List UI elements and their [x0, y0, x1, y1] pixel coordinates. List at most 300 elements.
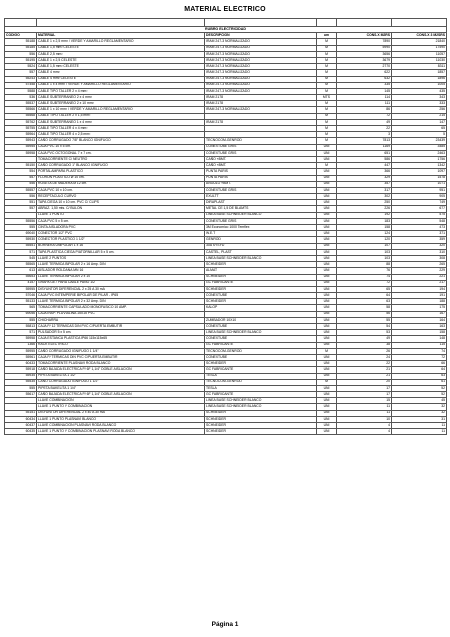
cell-cons-m2: 22 [337, 361, 392, 367]
cell-material: CAÑO CORRUGADO IGNIFUGO 1 1/4" [37, 348, 205, 354]
cell-description: DIRAPLAST [205, 200, 317, 206]
cell-material: TOMACORRIENTE CAPSULADO MONOFASICO 10 AMP. [37, 305, 205, 311]
cell-unit: UNI [317, 416, 337, 422]
cell-material: CONECTOR 1/2" PVC [37, 231, 205, 237]
cell-code: 571 [5, 249, 37, 255]
cell-cons-m2: 63 [337, 299, 392, 305]
cell-unit: M [317, 348, 337, 354]
cell-description: IRAM 247-3 NORMALIZADO [205, 76, 317, 82]
cell-code: 555 [5, 385, 37, 391]
cell-unit: UNI [317, 150, 337, 156]
cell-cons-3m2: 52 [392, 385, 447, 391]
cell-material: CABLE 1 x 10 mm² / VERDE Y AMARILLO REGLAMENTARIO [37, 107, 205, 113]
cell-material: RACK ELECTRICO [37, 342, 205, 348]
cell-cons-3m2: 11030 [392, 57, 447, 63]
section-title: RUBRO ELECTRICIDAD [5, 27, 447, 33]
cell-description: IRAM 247-3 NORMALIZADO [205, 82, 317, 88]
header-cons-m2: CONS.X M2RS [337, 33, 392, 39]
cell-cons-m2: 250 [337, 200, 392, 206]
cell-material: CABLE TIPO TALLER 4 x 4 mm² [37, 126, 205, 132]
cell-cons-3m2: 371 [392, 231, 447, 237]
cell-cons-m2: 49 [337, 119, 392, 125]
cell-code: 554 [5, 169, 37, 175]
cell-unit: UNI [317, 305, 337, 311]
cell-cons-m2: 632 [337, 76, 392, 82]
cell-code: 57046 [5, 293, 37, 299]
cell-material: DISYUNTOR DIFERENCIAL 2 x 25 A 30 mA [37, 286, 205, 292]
cell-cons-3m2: 175 [392, 305, 447, 311]
cell-description: GC FABRICANTE [205, 342, 317, 348]
cell-cons-m2: 651 [337, 150, 392, 156]
cell-cons-m2: 17 [337, 392, 392, 398]
cell-material: LLAVE 1 PUNTO PLASNAVI BLANCO [37, 416, 205, 422]
cell-cons-m2: 22 [337, 126, 392, 132]
cell-code: 4157 [5, 280, 37, 286]
cell-cons-3m2: 65 [392, 126, 447, 132]
cell-material: CAÑO CORRUGADO 7/8" BLANCO IGNIFUGO [37, 138, 205, 144]
cell-material: RECEPTACULO CURVO [37, 194, 205, 200]
cell-cons-3m2: 3485 [392, 144, 447, 150]
cell-cons-3m2: 167 [392, 311, 447, 317]
cell-material: PULSADOR 5 x 5 cm. [37, 330, 205, 336]
cell-code: 55943 [5, 138, 37, 144]
cell-code: 557 [5, 175, 37, 181]
cell-cons-m2: 53 [337, 330, 392, 336]
cell-cons-3m2: 72 [392, 354, 447, 360]
cell-unit: UNI [317, 286, 337, 292]
cell-unit: UNI [317, 398, 337, 404]
cell-code: 556 [5, 194, 37, 200]
cell-description: PUNTA PARIS [205, 175, 317, 181]
cell-code: 557 [5, 70, 37, 76]
cell-cons-m2: 335 [337, 82, 392, 88]
cell-cons-3m2: 256 [392, 107, 447, 113]
cell-code: 55930 [5, 237, 37, 243]
cell-cons-3m2: 905 [392, 194, 447, 200]
cell-unit: UNI [317, 144, 337, 150]
cell-cons-3m2: 1071 [392, 181, 447, 187]
cell-unit: MTS [317, 95, 337, 101]
cell-cons-m2: 329 [337, 175, 392, 181]
cell-material: CONECTOR PLASTICO 1 1/2" [37, 237, 205, 243]
cell-cons-3m2: 66 [392, 361, 447, 367]
cell-material: CABLE 4 mm² [37, 70, 205, 76]
cell-code: 545 [5, 255, 37, 261]
cell-material: TAPA PLASTICA CIEGA P/ATORNILLAR 5 x 5 cm. [37, 249, 205, 255]
cell-material: LLAVE 1 PUNTO Y COMBINACION PLASNAVI RODA BLANCO [37, 429, 205, 435]
cell-material: CAJA P/ 12 TERMICAS DIN PVC C/PUERTA EMBUTIR [37, 324, 205, 330]
cell-description: IRAM 2178 [205, 101, 317, 107]
cell-unit: UNI [317, 354, 337, 360]
cell-material: CAJA PVC 5 x 5 cm. [37, 218, 205, 224]
cell-code: 55243 [5, 76, 37, 82]
cell-code: 55188 [5, 39, 37, 45]
cell-unit: UNI [317, 200, 337, 206]
cell-cons-m2: 54 [337, 324, 392, 330]
cell-unit: UNI [317, 274, 337, 280]
cell-cons-m2: 86 [337, 107, 392, 113]
cell-material: CAJA PVC 10 x 5 cm. [37, 144, 205, 150]
cell-unit: UNI [317, 243, 337, 249]
cell-cons-m2: 4 [337, 423, 392, 429]
cell-unit: M [317, 39, 337, 45]
cell-description: LINEA BASE SCHNEIDER BLANCO [205, 404, 317, 410]
material-sheet [4, 18, 446, 435]
cell-code: 557 [5, 206, 37, 212]
cell-code: 55150 [5, 163, 37, 169]
cell-unit: UNI [317, 293, 337, 299]
cell-unit: UNI [317, 212, 337, 218]
cell-cons-3m2: 147 [392, 119, 447, 125]
cell-code: 69040 [5, 231, 37, 237]
header-descripcion: DESCRIPCION [205, 33, 317, 39]
cell-cons-m2: 15 [337, 398, 392, 404]
cell-description: IRAM 247-3 NORMALIZADO [205, 45, 317, 51]
header-codigo: CODIGO [5, 33, 37, 39]
cell-cons-m2: 226 [337, 206, 392, 212]
cell-cons-m2: 64 [337, 293, 392, 299]
cell-material: CAÑO BAJADA ELECTRICA P/ 6F 1,1/4" DOBLE AISLACION [37, 392, 205, 398]
cell-cons-m2: 120 [337, 237, 392, 243]
cell-code: 55955 [5, 144, 37, 150]
cell-code: 556 [5, 51, 37, 57]
cell-unit: UNI [317, 262, 337, 268]
cell-description: EXULTT [205, 194, 317, 200]
cell-unit: M [317, 138, 337, 144]
cell-cons-3m2: 32 [392, 410, 447, 416]
cell-cons-m2: 17 [337, 385, 392, 391]
cell-cons-m2: 56 [337, 311, 392, 317]
cell-unit: UNI [317, 187, 337, 193]
cell-cons-m2: 158 [337, 225, 392, 231]
cell-cons-3m2: 1342 [392, 163, 447, 169]
cell-material: CABLE 1 x 4 mm² / VERDE Y AMARILLO REGLAMENTARIO [37, 82, 205, 88]
cell-cons-3m2: 229 [392, 268, 447, 274]
cell-code: 55955 [5, 348, 37, 354]
cell-cons-3m2: 191 [392, 293, 447, 299]
cell-unit: M [317, 132, 337, 138]
cell-cons-m2: 7890 [337, 39, 392, 45]
cell-code: 60433 [5, 361, 37, 367]
cell-unit: M [317, 107, 337, 113]
cell-description: TECNOCOM-GENROD [205, 348, 317, 354]
cell-cons-m2: 72 [337, 280, 392, 286]
cell-cons-3m2: 215 [392, 113, 447, 119]
cell-unit: M [317, 51, 337, 57]
cell-code: 551 [5, 200, 37, 206]
cell-material: CINTA AISLADORA PVC [37, 225, 205, 231]
cell-description: TECNOCOM-GENROD [205, 138, 317, 144]
cell-cons-m2: 11 [337, 410, 392, 416]
cell-material: TOMACORRIENTE C/ NEUTRO [37, 156, 205, 162]
cell-code: 55617 [5, 392, 37, 398]
cell-material: PORTALAMPARA PLASTICO [37, 169, 205, 175]
cell-description: IRAM 2178 [205, 95, 317, 101]
cell-material: ROSETA DE MADERA Ø 12 cm. [37, 181, 205, 187]
cell-code: 55556 [5, 218, 37, 224]
cell-cons-3m2: 1756 [392, 156, 447, 162]
cell-cons-3m2: 221 [392, 274, 447, 280]
cell-code: 55133 [5, 299, 37, 305]
cell-cons-3m2: 359 [392, 237, 447, 243]
cell-code: 55918 [5, 367, 37, 373]
cell-code: 69056 [5, 311, 37, 317]
cell-cons-3m2: 265 [392, 262, 447, 268]
cell-cons-3m2: 677 [392, 206, 447, 212]
cell-material: CABLE SUBTERRANEO 2 x 4 mm² [37, 95, 205, 101]
cell-cons-m2: 124 [337, 231, 392, 237]
cell-unit: UNI [317, 404, 337, 410]
cell-material: FLORON PLASTICO Ø 10 cm. [37, 175, 205, 181]
cell-cons-3m2: 164 [392, 317, 447, 323]
cell-unit: UNI [317, 206, 337, 212]
cell-description: TESLA [205, 385, 317, 391]
cell-unit: UNI [317, 317, 337, 323]
cell-cons-m2: 111 [337, 101, 392, 107]
cell-description: SCHNEIDER [205, 410, 317, 416]
cell-unit: UNI [317, 311, 337, 317]
cell-material: GRAPA GE7 PARA CABLE PAÑO 1/2 [37, 280, 205, 286]
cell-unit: UNI [317, 249, 337, 255]
cell-description: SCHNEIDER [205, 429, 317, 435]
cell-material: CAJA INSP. PLUVIALINA 15X15 PVC [37, 311, 205, 317]
cell-code: 5588 [5, 88, 37, 94]
cell-code: 55964 [5, 132, 37, 138]
cell-code: 60435 [5, 429, 37, 435]
cell-description: CONEXTUBE [205, 354, 317, 360]
cell-material: CABLE 1,5 mm² CELESTE [37, 64, 205, 70]
cell-description: W.E.T [205, 231, 317, 237]
cell-code: 55195 [5, 57, 37, 63]
cell-material: CABLE 1 x 2,5 CELESTE [37, 57, 205, 63]
cell-unit: M [317, 88, 337, 94]
cell-material: CAJA PVC OCTOGONAL 7 x 7 cm. [37, 150, 205, 156]
cell-code: 55762 [5, 119, 37, 125]
cell-description: IRAM 2178 [205, 119, 317, 125]
cell-material: LLAVE COMBINACION PLASNAVI RODA BLANCO [37, 423, 205, 429]
cell-description: METAL CE 1,5 DE BLAMTS [205, 206, 317, 212]
cell-unit: UNI [317, 175, 337, 181]
cell-cons-3m2: 310 [392, 249, 447, 255]
cell-cons-3m2: 11 [392, 423, 447, 429]
cell-description: SCHNEIDER [205, 262, 317, 268]
cell-code: 55537 [5, 101, 37, 107]
cell-cons-m2: 7813 [337, 138, 392, 144]
cell-cons-3m2: 5 [392, 132, 447, 138]
cell-code: 60437 [5, 423, 37, 429]
cell-description: LINEA BASE SCHNEIDER BLANCO [205, 330, 317, 336]
cell-cons-m2: 317 [337, 187, 392, 193]
cell-unit: UNI [317, 237, 337, 243]
cell-code: 55565 [5, 262, 37, 268]
cell-unit: M [317, 101, 337, 107]
cell-cons-m2: 4 [337, 429, 392, 435]
cell-description: IRAM 247-3 NORMALIZADO [205, 107, 317, 113]
cell-cons-3m2: 435 [392, 88, 447, 94]
cell-unit: UNI [317, 181, 337, 187]
cell-description: CONEXTUBE [205, 324, 317, 330]
cell-cons-3m2: 473 [392, 225, 447, 231]
cell-code: 55551 [5, 243, 37, 249]
cell-material: LLAVE TERMICA BIPOLAR 2 x 16 Amp. DIN [37, 262, 205, 268]
cell-description: SCHNEIDER [205, 274, 317, 280]
cell-cons-m2: 103 [337, 255, 392, 261]
cell-code: 571 [5, 330, 37, 336]
cell-cons-m2: 55 [337, 317, 392, 323]
cell-cons-m2: 357 [337, 181, 392, 187]
cell-material: CABLE 4 mm² CELESTE [37, 76, 205, 82]
cell-description: ANGULO «BMT. [205, 181, 317, 187]
cell-unit: M [317, 70, 337, 76]
cell-unit: M [317, 82, 337, 88]
header-um: um [317, 33, 337, 39]
cell-cons-3m2: 64 [392, 367, 447, 373]
cell-description: TECNOCOM-GENROD [205, 379, 317, 385]
cell-cons-m2: 11 [337, 404, 392, 410]
cell-unit: UNI [317, 373, 337, 379]
cell-cons-3m2: 11057 [392, 51, 447, 57]
cell-unit: M [317, 64, 337, 70]
cell-description: SCHNEIDER [205, 416, 317, 422]
cell-cons-3m2: 17590 [392, 45, 447, 51]
cell-description: PUNTA PARIS [205, 169, 317, 175]
cell-description: GC FABRICANTE [205, 367, 317, 373]
cell-cons-m2: 10 [337, 416, 392, 422]
cell-description: SCHNEIDER [205, 286, 317, 292]
cell-material: LLAVE 2 PUNTOS [37, 255, 205, 261]
cell-code: 55755 [5, 126, 37, 132]
cell-description: CONEXTUBE GRIS [205, 150, 317, 156]
cell-material: CABLE 1 x 2,5 mm² / VERDE Y AMARILLO REGLAMENTARIO [37, 39, 205, 45]
cell-material: CAÑO CORRUGADO IGNIFUGO 1 1/2" [37, 379, 205, 385]
cell-cons-m2: 20 [337, 379, 392, 385]
cell-material: CAJA PVC 10 x 10 cm. [37, 187, 205, 193]
page-title: MATERIAL ELECTRICO [184, 6, 266, 13]
cell-material: CABLE TIPO TALLER 2 x 1,5 mm² [37, 113, 205, 119]
cell-cons-3m2: 23439 [392, 138, 447, 144]
cell-unit: UNI [317, 255, 337, 261]
cell-unit: UNI [317, 385, 337, 391]
cell-cons-m2: 145 [337, 88, 392, 94]
cell-unit: UNI [317, 410, 337, 416]
blank-row [5, 19, 447, 27]
cell-material: CABLE SUBTERRANEO 1 x 4 mm² [37, 119, 205, 125]
cell-description: GC FABRICANTE [205, 392, 317, 398]
cell-code: 5524 [5, 64, 37, 70]
cell-material: CAJA ESTANCA PLASTICA IP66 115x115x65 [37, 336, 205, 342]
cell-material: CAJA P/ TERMICAS DIN PVC C/PUERTA EMBUTIR [37, 354, 205, 360]
cell-description: CAÑO «BMT. [205, 156, 317, 162]
cell-cons-3m2: 548 [392, 218, 447, 224]
cell-unit: UNI [317, 299, 337, 305]
cell-description: CASTEL, PLAST [205, 249, 317, 255]
cell-material: LLAVE TERMICA BIPOLAR 2 x 10 [37, 274, 205, 280]
cell-unit: M [317, 76, 337, 82]
cell-material: LLAVE 1 PUNTO [37, 212, 205, 218]
cell-cons-m2: 366 [337, 169, 392, 175]
cell-unit: UNI [317, 169, 337, 175]
cell-cons-m2: 302 [337, 194, 392, 200]
cell-description: CONEXTUBE GRIS [205, 144, 317, 150]
cell-cons-m2: 103 [337, 249, 392, 255]
cell-unit: UNI [317, 218, 337, 224]
cell-material: CABLE 1,5 mm² CELESTE [37, 45, 205, 51]
cell-material: DISYUNTOR DIFERENCIAL 2 x 40 A 30 mA [37, 410, 205, 416]
cell-unit: UNI [317, 392, 337, 398]
cell-code: 55185 [5, 45, 37, 51]
material-table-body [5, 19, 447, 435]
cell-description: 3M Economico 1000 Temflex [205, 225, 317, 231]
cell-unit: UNI [317, 280, 337, 286]
cell-code: 55958 [5, 150, 37, 156]
page-number: Página 1 [211, 621, 239, 628]
cell-code: 556 [5, 181, 37, 187]
cell-cons-m2: 76 [337, 268, 392, 274]
cell-code: 555 [5, 225, 37, 231]
material-table [4, 18, 447, 435]
cell-material: PIPETA BAKELITA 1 1/2" [37, 373, 205, 379]
cell-description: IRAM 247-3 NORMALIZADO [205, 64, 317, 70]
cell-cons-3m2: 1578 [392, 175, 447, 181]
cell-code: 55961 [5, 354, 37, 360]
cell-material: TOMACORRIENTE PLASNAVI RODA BLANCO [37, 361, 205, 367]
cell-code: 60434 [5, 416, 37, 422]
cell-cons-3m2: 1097 [392, 169, 447, 175]
cell-cons-3m2: 52 [392, 392, 447, 398]
cell-cons-3m2: 163 [392, 324, 447, 330]
cell-cons-3m2: 217 [392, 280, 447, 286]
cell-code: 55935 [5, 373, 37, 379]
cell-description: 30A SYSYD [205, 243, 317, 249]
cell-cons-3m2: 951 [392, 187, 447, 193]
cell-unit: M [317, 57, 337, 63]
cell-description: CONEXTUBE GRIS [205, 218, 317, 224]
cell-material: PIPETA BAKELITA 1 1/4" [37, 385, 205, 391]
cell-description: GENROD [205, 237, 317, 243]
cell-unit: UNI [317, 367, 337, 373]
cell-unit: UNI [317, 330, 337, 336]
cell-cons-m2: 88 [337, 262, 392, 268]
cell-cons-m2: 3 [337, 132, 392, 138]
cell-description: IRAM 247-3 NORMALIZADO [205, 39, 317, 45]
cell-material: BORNERA UNIPOLAR 1 x 16 [37, 243, 205, 249]
cell-cons-3m2: 32 [392, 404, 447, 410]
cell-unit: M [317, 163, 337, 169]
cell-cons-3m2: 11 [392, 429, 447, 435]
cell-cons-3m2: 31 [392, 416, 447, 422]
cell-cons-3m2: 333 [392, 101, 447, 107]
cell-unit: UNI [317, 231, 337, 237]
cell-material: LLAVE 1 PUNTO Y COMBINACION [37, 404, 205, 410]
cell-cons-m2: 192 [337, 212, 392, 218]
cell-description: LINEA BASE SCHNEIDER BLANCO [205, 255, 317, 261]
cell-material: LLAVE COMBINACION [37, 398, 205, 404]
cell-cons-3m2: 194 [392, 286, 447, 292]
cell-code: 55958 [5, 336, 37, 342]
cell-code: 536 [5, 95, 37, 101]
cell-description: ALMAT [205, 268, 317, 274]
cell-unit: M [317, 113, 337, 119]
cell-description: GC FABRICANTE [205, 280, 317, 286]
cell-cons-m2: 49 [337, 336, 392, 342]
cell-cons-m2: 24 [337, 354, 392, 360]
cell-cons-m2: 72 [337, 113, 392, 119]
cell-description: CAÑO «BMT. [205, 163, 317, 169]
cell-cons-m2: 38 [337, 342, 392, 348]
cell-cons-m2: 183 [337, 218, 392, 224]
cell-code: 55151 [5, 410, 37, 416]
cell-description: TESLA [205, 373, 317, 379]
